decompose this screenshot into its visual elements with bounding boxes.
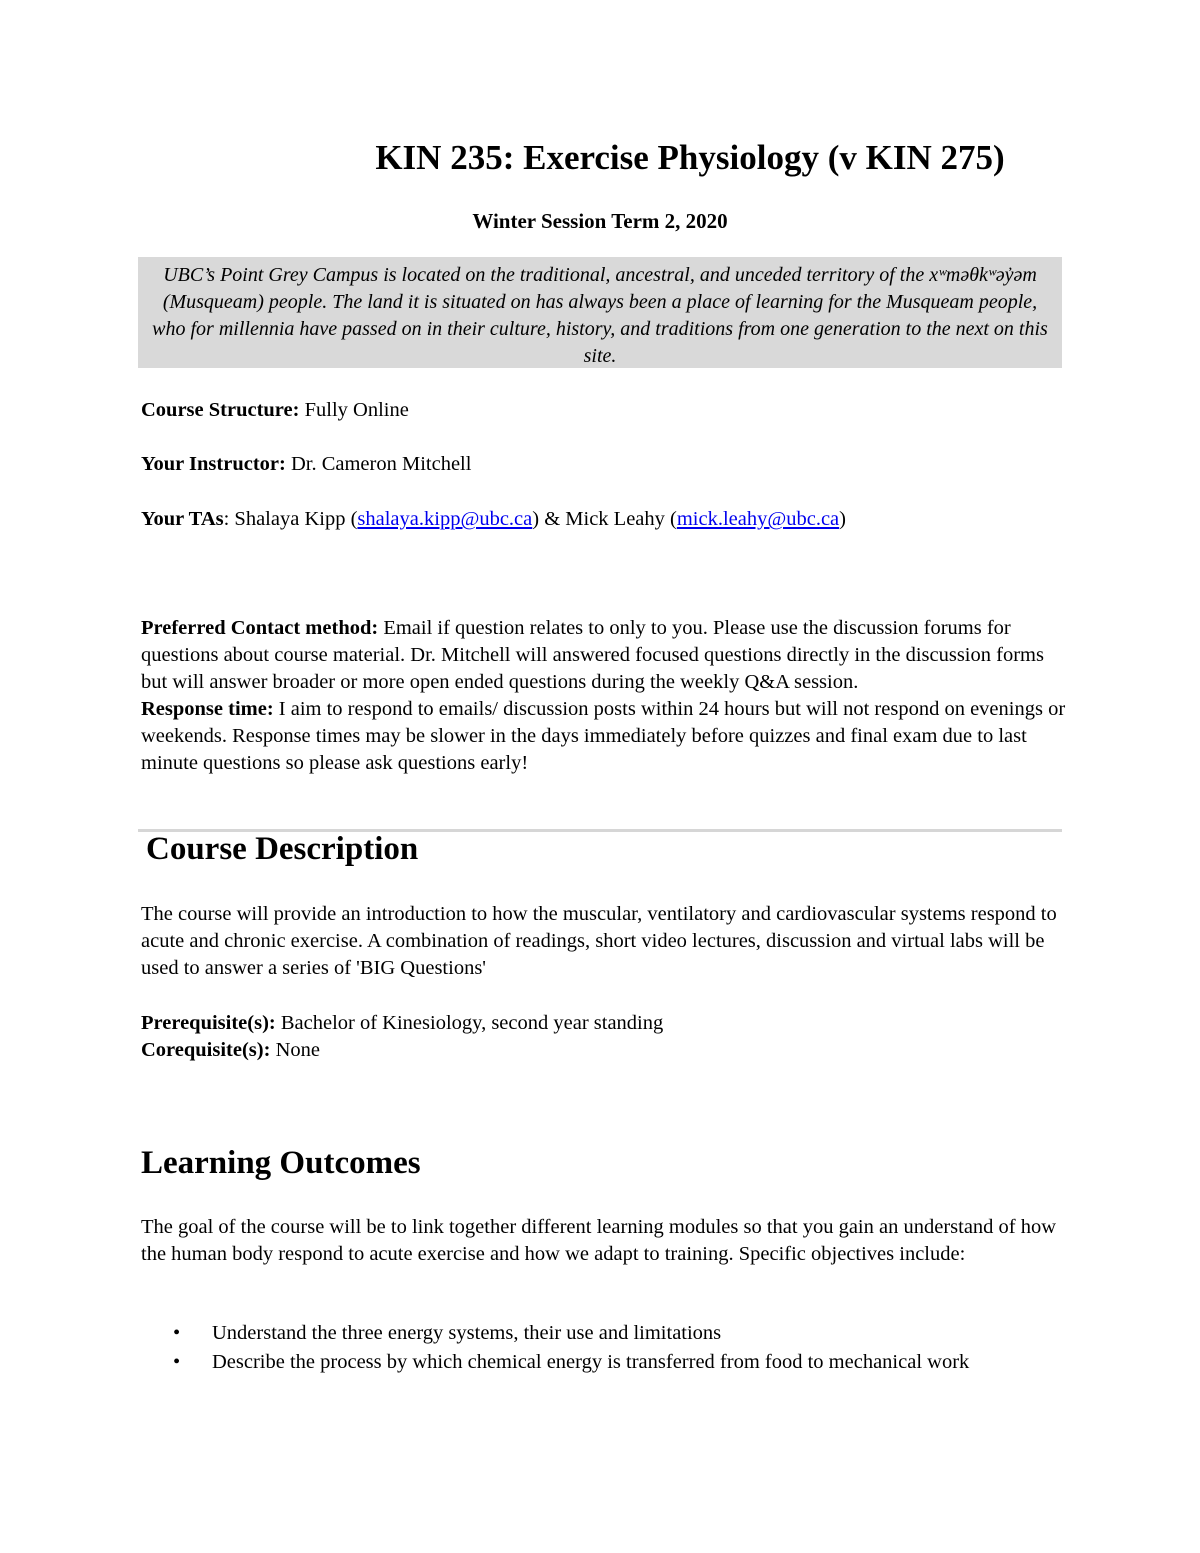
contact-label: Preferred Contact method: bbox=[141, 617, 379, 639]
term-subtitle: Winter Session Term 2, 2020 bbox=[472, 209, 728, 233]
list-item bbox=[141, 1320, 1061, 1347]
bullet-icon: • bbox=[173, 1351, 181, 1373]
response-time-label: Response time: bbox=[141, 698, 274, 720]
contact-text: Email if question relates to only to you. Please use the discussion forums for questions about course material. Dr. Mitchell will answered focused questions directly in the discussion forms but will answer broader or more open ended questions during the weekly Q&A session. bbox=[141, 617, 1044, 693]
response-time-text: I aim to respond to emails/ discussion posts within 24 hours but will not respond on evenings or weekends. Response times may be slower in the days immediately before quizzes and final exam due to last minute questions so please ask questions early! bbox=[141, 698, 1066, 774]
course-structure-value: Fully Online bbox=[299, 399, 409, 421]
tas-text-3: ) bbox=[839, 508, 846, 530]
tas-text-1: : Shalaya Kipp ( bbox=[223, 508, 358, 530]
objectives-list bbox=[141, 1320, 1061, 1378]
tas-text-2: ) & Mick Leahy ( bbox=[532, 508, 677, 530]
course-title: KIN 235: Exercise Physiology (v KIN 275) bbox=[375, 138, 1005, 177]
objective-text: Understand the three energy systems, their use and limitations bbox=[212, 1322, 722, 1344]
objective-text: Describe the process by which chemical energy is transferred from food to mechanical work bbox=[212, 1351, 970, 1373]
tas-label: Your TAs bbox=[141, 508, 224, 530]
ta1-email-link[interactable]: shalaya.kipp@ubc.ca bbox=[357, 508, 533, 530]
ta2-email-link[interactable]: mick.leahy@ubc.ca bbox=[676, 508, 840, 530]
course-description-text: The course will provide an introduction to how the muscular, ventilatory and cardiovascular systems respond to acute and chronic exercise. A combination of readings, short video lectures, discussion and virtual labs will be used to answer a series of 'BIG Questions' bbox=[141, 903, 1057, 979]
coreq-value: None bbox=[270, 1039, 320, 1061]
bullet-icon: • bbox=[173, 1322, 181, 1344]
teaching-assistants bbox=[141, 506, 846, 533]
list-item bbox=[141, 1349, 1061, 1376]
instructor bbox=[141, 451, 471, 478]
prereq-value: Bachelor of Kinesiology, second year standing bbox=[275, 1012, 664, 1034]
course-structure bbox=[141, 397, 409, 424]
requisites bbox=[141, 1010, 1071, 1064]
coreq-label: Corequisite(s): bbox=[141, 1039, 271, 1061]
instructor-label: Your Instructor: bbox=[141, 453, 286, 475]
instructor-value: Dr. Cameron Mitchell bbox=[285, 453, 472, 475]
course-structure-label: Course Structure: bbox=[141, 399, 300, 421]
learning-outcomes-intro: The goal of the course will be to link together different learning modules so that you gain an understand of how the human body respond to acute exercise and how we adapt to training. Specific objectives include: bbox=[141, 1216, 1057, 1265]
course-description-heading: Course Description bbox=[146, 831, 419, 867]
prereq-label: Prerequisite(s): bbox=[141, 1012, 276, 1034]
contact-section bbox=[141, 615, 1071, 777]
land-acknowledgement: UBC’s Point Grey Campus is located on the traditional, ancestral, and unceded territory of the xʷməθkʷəy̓əm (Musqueam) people. The land it is situated on has always been a place of learning for the Musqueam people, who for millennia have passed on in their culture, history, and traditions from one generation to the next on this site. bbox=[138, 257, 1062, 368]
learning-outcomes-heading: Learning Outcomes bbox=[141, 1145, 421, 1181]
